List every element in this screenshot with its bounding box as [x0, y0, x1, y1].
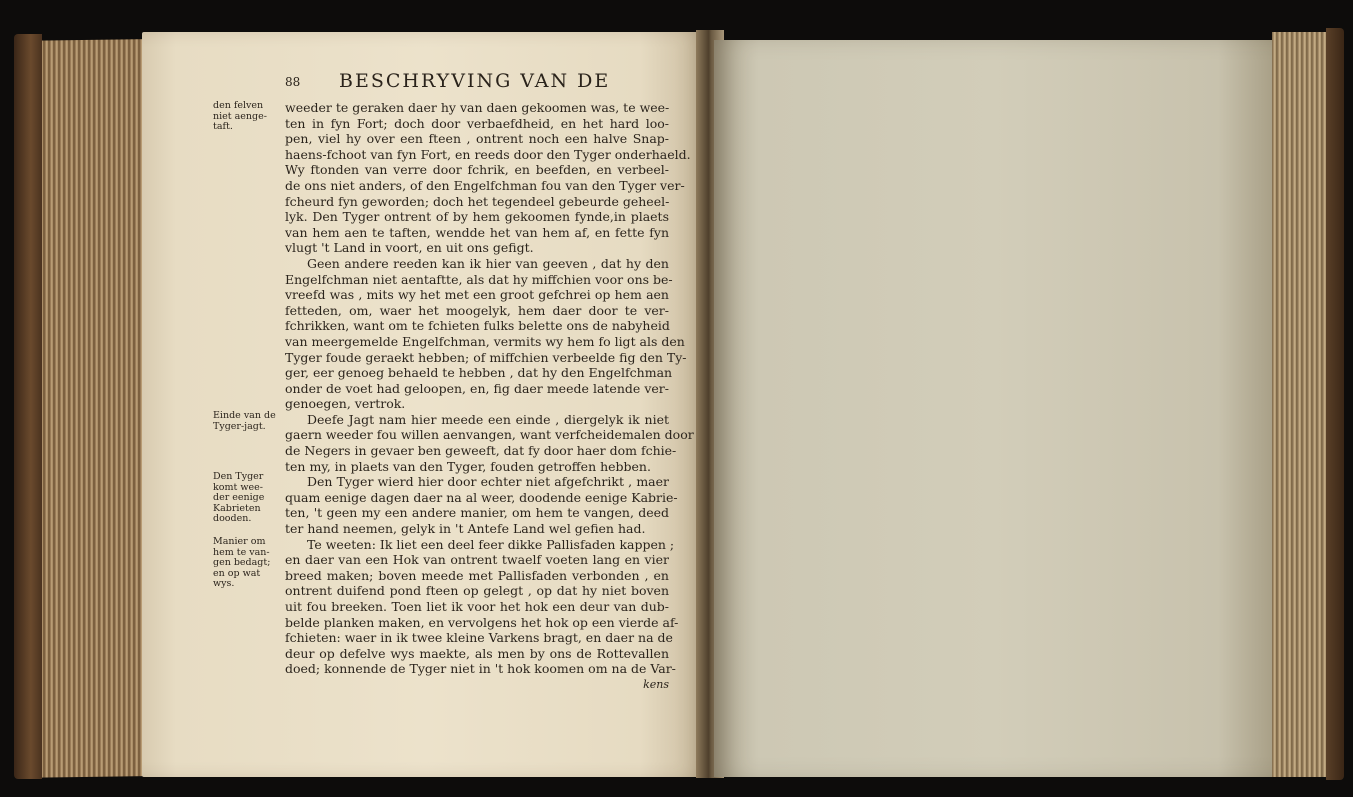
text-line: ten my, in plaets van den Tyger, fouden getroffen hebben.: [285, 458, 651, 474]
left-cover: [14, 34, 42, 779]
margin-note-line: Den Tyger: [213, 471, 264, 482]
text-line: deur op defelve wys maekte, als men by ons de Rottevallen: [285, 645, 669, 661]
text-line: ten in fyn Fort; doch door verbaefdheid, en het hard loo-: [285, 115, 669, 131]
text-line: Tyger foude geraekt hebben; of miffchien verbeelde fig den Ty-: [285, 349, 687, 365]
text-line: onder de voet had geloopen, en, fig daer meede latende ver-: [285, 380, 669, 396]
text-line: Wy ftonden van verre door fchrik, en beefden, en verbeel-: [285, 162, 669, 178]
margin-note-line: Kabrieten: [213, 502, 261, 514]
text-line: uit fou breeken. Toen liet ik voor het hok een deur van dub-: [285, 599, 669, 614]
text-line: Deefe Jagt nam hier meede een einde , diergelyk ik niet: [307, 411, 669, 427]
text-line: ger, eer genoeg behaeld te hebben , dat hy den Engelfchman: [285, 365, 673, 381]
text-line: ten, 't geen my een andere manier, om hem te vangen, deed: [285, 505, 669, 521]
text-line: ter hand neemen, gelyk in 't Antefe Land wel gefien had.: [285, 521, 646, 537]
text-line: gaern weeder fou willen aenvangen, want verfcheidemalen door: [285, 427, 694, 443]
running-title: BESCHRYVING VAN DE: [339, 70, 611, 92]
page-number: 88: [285, 75, 301, 89]
text-line: breed maken; boven meede met Pallisfaden verbonden , en: [285, 567, 669, 583]
margin-note: [213, 101, 281, 133]
text-line: lyk. Den Tyger ontrent of by hem gekoomen fynde,in plaets: [285, 209, 669, 225]
margin-note: [213, 472, 281, 525]
text-line: quam eenige dagen daer na al weer, doodende eenige Kabrie-: [285, 489, 678, 505]
text-line: en daer van een Hok van ontrent twaelf voeten lang en vier: [285, 552, 669, 568]
margin-note-line: komt wee-: [213, 481, 263, 493]
text-line: fcheurd fyn geworden; doch het tegendeel gebeurde geheel-: [285, 193, 670, 209]
text-line: vreefd was , mits wy het met een groot gefchrei op hem aen: [285, 287, 669, 303]
text-line: pen, viel hy over een fteen , ontrent noch een halve Snap-: [285, 131, 669, 147]
margin-note-line: hem te van-: [213, 546, 270, 558]
right-page-blank: [714, 40, 1274, 777]
text-line: Engelfchman niet aentaftte, als dat hy miffchien voor ons be-: [285, 271, 673, 287]
open-book: [14, 22, 1340, 777]
text-line: Den Tyger wierd hier door echter niet afgefchrikt , maer: [307, 474, 669, 490]
text-line: van meergemelde Engelfchman, vermits wy hem fo ligt als den: [285, 333, 685, 349]
text-line: fchrikken, want om te fchieten fulks belette ons de nabyheid: [285, 318, 670, 334]
text-line: de Negers in gevaer ben geweeft, dat fy door haer dom fchie-: [285, 443, 677, 459]
text-line: van hem aen te taften, wendde het van hem af, en fette fyn: [285, 224, 669, 240]
text-line: weeder te geraken daer hy van daen gekoomen was, te wee-: [285, 100, 670, 115]
margin-note: [213, 537, 281, 590]
margin-note-line: niet aenge-: [213, 110, 267, 122]
margin-note-line: taft.: [213, 121, 233, 132]
text-line: genoegen, vertrok.: [285, 396, 406, 412]
margin-note-line: den felven: [213, 100, 264, 111]
text-line: haens-fchoot van fyn Fort, en reeds door den Tyger onderhaeld.: [285, 146, 691, 162]
margin-note-line: en op wat: [213, 567, 261, 579]
margin-note-line: Einde van de: [213, 410, 276, 421]
catchword: kens: [643, 677, 669, 691]
margin-note-line: Manier om: [213, 536, 266, 547]
margin-note-line: der eenige: [213, 492, 265, 503]
text-line: fchieten: waer in ik twee kleine Varkens bragt, en daer na de: [285, 630, 673, 646]
margin-note-line: Tyger-jagt.: [213, 420, 266, 432]
margin-note-line: wys.: [213, 578, 235, 589]
text-line: Geen andere reeden kan ik hier van geeven , dat hy den: [307, 255, 669, 271]
text-line: ontrent duifend pond fteen op gelegt , op dat hy niet boven: [285, 583, 669, 599]
text-line: fetteden, om, waer het moogelyk, hem daer door te ver-: [285, 302, 669, 318]
text-line: vlugt 't Land in voort, en uit ons gefigt.: [285, 240, 534, 256]
text-line: belde planken maken, en vervolgens het hok op een vierde af-: [285, 614, 679, 630]
text-line: Te weeten: Ik liet een deel feer dikke Pallisfaden kappen ;: [307, 536, 675, 552]
text-line: de ons niet anders, of den Engelfchman fou van den Tyger ver-: [285, 177, 685, 193]
margin-note-line: dooden.: [213, 513, 252, 524]
right-cover: [1326, 28, 1344, 780]
margin-note: [213, 411, 281, 432]
body-text: [285, 100, 694, 693]
text-line: doed; konnende de Tyger niet in 't hok koomen om na de Var-: [285, 661, 676, 677]
page-header: [285, 62, 667, 92]
margin-note-line: gen bedagt;: [213, 557, 271, 568]
